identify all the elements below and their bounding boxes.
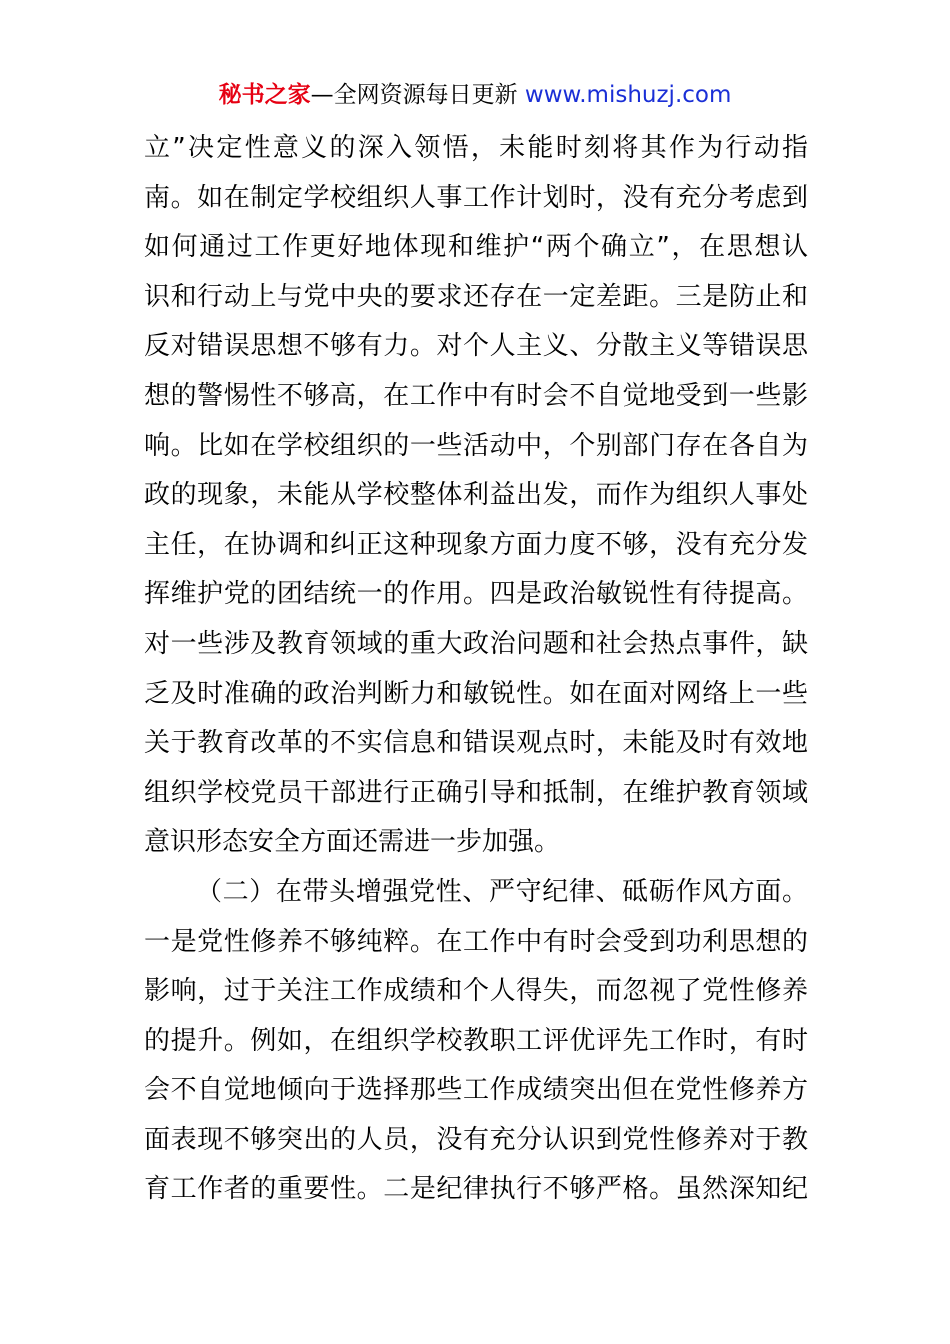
text-line: 反对错误思想不够有力。对个人主义、分散主义等错误思	[144, 331, 808, 362]
site-url-link[interactable]: www.mishuzj.com	[524, 82, 732, 108]
text-line: 面表现不够突出的人员，没有充分认识到党性修养对于教	[144, 1124, 808, 1155]
paragraph-1	[144, 124, 808, 868]
text-line: 想的警惕性不够高，在工作中有时会不自觉地受到一些影	[144, 380, 808, 411]
text-line: 一是党性修养不够纯粹。在工作中有时会受到功利思想的	[144, 926, 808, 957]
text-line: 影响，过于关注工作成绩和个人得失，而忽视了党性修养	[144, 976, 808, 1007]
text-line: 对一些涉及教育领域的重大政治问题和社会热点事件，缺	[144, 628, 808, 659]
site-header	[0, 78, 950, 112]
text-line: 意识形态安全方面还需进一步加强。	[144, 827, 561, 858]
text-line: 主任，在协调和纠正这种现象方面力度不够，没有充分发	[144, 529, 808, 560]
text-line: 会不自觉地倾向于选择那些工作成绩突出但在党性修养方	[144, 1075, 808, 1106]
header-tagline: —全网资源每日更新	[310, 82, 525, 108]
document-body	[144, 124, 808, 1215]
text-line: 乏及时准确的政治判断力和敏锐性。如在面对网络上一些	[144, 678, 808, 709]
section-heading-line: （二）在带头增强党性、严守纪律、砥砺作风方面。	[196, 876, 808, 907]
text-line: 育工作者的重要性。二是纪律执行不够严格。虽然深知纪	[144, 1174, 808, 1205]
text-line: 组织学校党员干部进行正确引导和抵制，在维护教育领域	[144, 777, 808, 808]
text-line: 立”决定性意义的深入领悟，未能时刻将其作为行动指	[144, 133, 808, 163]
text-line: 政的现象，未能从学校整体利益出发，而作为组织人事处	[144, 480, 808, 511]
text-line: 响。比如在学校组织的一些活动中，个别部门存在各自为	[144, 430, 808, 461]
text-line: 关于教育改革的不实信息和错误观点时，未能及时有效地	[144, 728, 808, 759]
text-line: 南。如在制定学校组织人事工作计划时，没有充分考虑到	[144, 182, 808, 213]
paragraph-2	[144, 868, 808, 1215]
text-line: 如何通过工作更好地体现和维护“两个确立”，在思想认	[144, 232, 808, 263]
text-line: 的提升。例如，在组织学校教职工评优评先工作时，有时	[144, 1025, 808, 1056]
text-line: 识和行动上与党中央的要求还存在一定差距。三是防止和	[144, 281, 808, 312]
text-line: 挥维护党的团结统一的作用。四是政治敏锐性有待提高。	[144, 579, 808, 610]
brand-name: 秘书之家	[218, 82, 311, 108]
